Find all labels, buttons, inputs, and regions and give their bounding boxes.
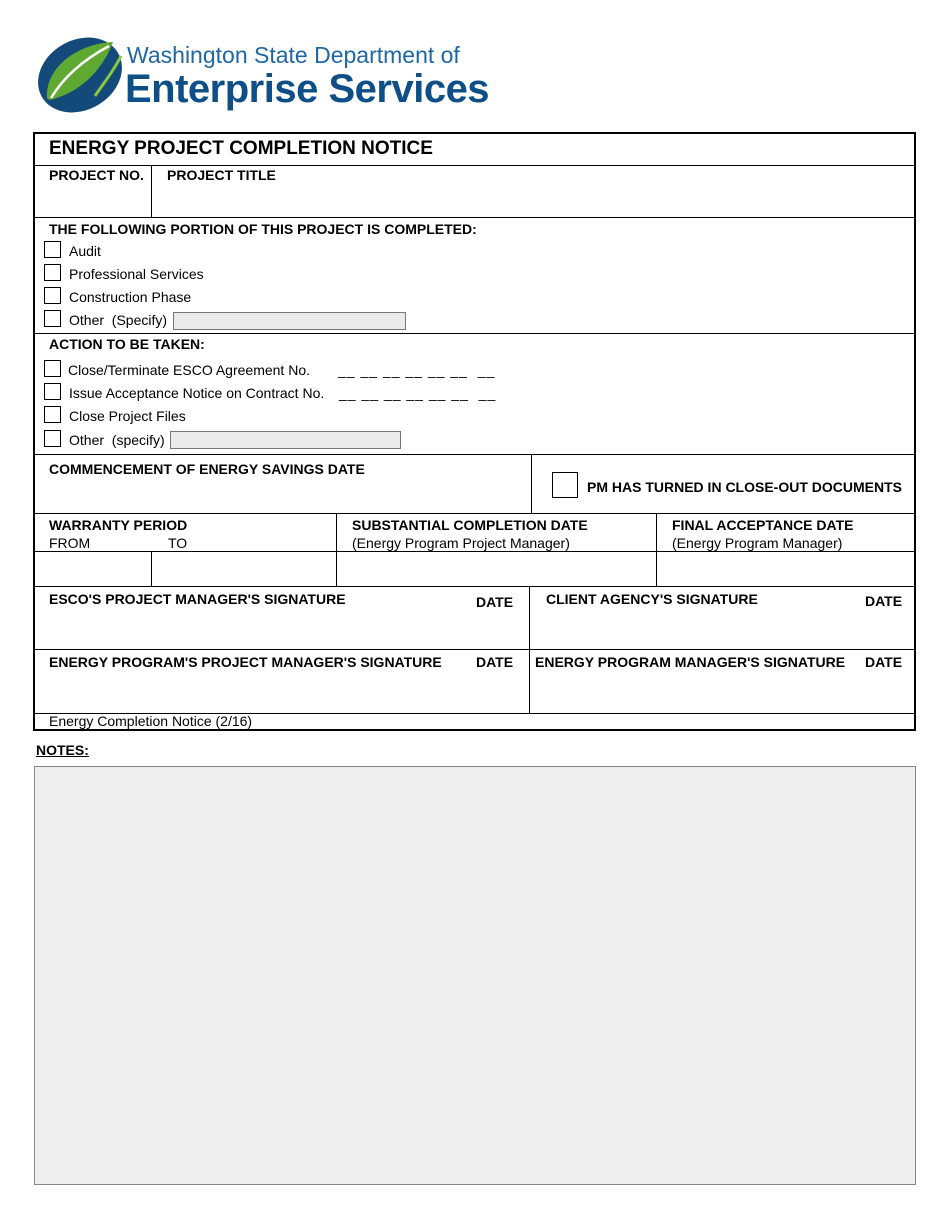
esco-date-label: DATE bbox=[476, 594, 514, 610]
org-line-1: Washington State Department of bbox=[127, 42, 460, 68]
to-label: TO bbox=[168, 535, 188, 551]
form-title: ENERGY PROJECT COMPLETION NOTICE bbox=[49, 138, 433, 159]
notes-label: NOTES: bbox=[36, 742, 89, 758]
project-no-field[interactable] bbox=[36, 184, 149, 216]
completed-heading: THE FOLLOWING PORTION OF THIS PROJECT IS COMPLETED: bbox=[49, 221, 477, 237]
contract-no-blank[interactable]: __ __ __ __ __ __ __ bbox=[339, 385, 497, 401]
warranty-from-field[interactable] bbox=[36, 553, 150, 585]
esco-signature-label: ESCO'S PROJECT MANAGER'S SIGNATURE bbox=[49, 591, 346, 607]
construction-phase-checkbox[interactable] bbox=[44, 287, 61, 304]
org-line-2: Enterprise Services bbox=[125, 67, 490, 111]
warranty-to-field[interactable] bbox=[153, 553, 335, 585]
audit-label: Audit bbox=[69, 243, 101, 259]
esco-signature-field[interactable] bbox=[36, 612, 528, 648]
issue-acceptance-checkbox[interactable] bbox=[44, 383, 61, 400]
final-acceptance-sub: (Energy Program Manager) bbox=[672, 535, 843, 551]
ep-project-manager-signature-field[interactable] bbox=[36, 674, 528, 711]
action-other-input[interactable] bbox=[170, 431, 401, 449]
close-terminate-checkbox[interactable] bbox=[44, 360, 61, 377]
commencement-label: COMMENCEMENT OF ENERGY SAVINGS DATE bbox=[49, 461, 365, 477]
warranty-label: WARRANTY PERIOD bbox=[49, 517, 188, 533]
issue-acceptance-label: Issue Acceptance Notice on Contract No. bbox=[69, 385, 325, 401]
construction-phase-label: Construction Phase bbox=[69, 289, 192, 305]
action-other-label: Other (specify) bbox=[69, 432, 165, 448]
client-signature-label: CLIENT AGENCY'S SIGNATURE bbox=[546, 591, 758, 607]
action-heading: ACTION TO BE TAKEN: bbox=[49, 336, 205, 352]
audit-checkbox[interactable] bbox=[44, 241, 61, 258]
close-project-files-checkbox[interactable] bbox=[44, 406, 61, 423]
professional-services-checkbox[interactable] bbox=[44, 264, 61, 281]
closeout-checkbox[interactable] bbox=[552, 472, 578, 498]
project-no-label: PROJECT NO. bbox=[49, 167, 144, 183]
ep-project-manager-date-label: DATE bbox=[476, 654, 514, 670]
leaf-logo-icon bbox=[35, 34, 125, 116]
agency-logo bbox=[35, 34, 495, 116]
completed-other-label: Other (Specify) bbox=[69, 312, 168, 328]
ep-manager-date-label: DATE bbox=[865, 654, 903, 670]
ep-project-manager-signature-label: ENERGY PROGRAM'S PROJECT MANAGER'S SIGNATURE bbox=[49, 654, 442, 670]
ep-manager-signature-field[interactable] bbox=[531, 674, 914, 711]
project-title-label: PROJECT TITLE bbox=[167, 167, 276, 183]
substantial-date-field[interactable] bbox=[338, 553, 655, 585]
action-other-checkbox[interactable] bbox=[44, 430, 61, 447]
completed-other-input[interactable] bbox=[173, 312, 406, 330]
substantial-label: SUBSTANTIAL COMPLETION DATE bbox=[352, 517, 588, 533]
client-date-label: DATE bbox=[865, 593, 903, 609]
professional-services-label: Professional Services bbox=[69, 266, 204, 282]
form-footer: Energy Completion Notice (2/16) bbox=[49, 713, 253, 729]
final-acceptance-date-field[interactable] bbox=[658, 553, 914, 585]
project-title-field[interactable] bbox=[154, 184, 914, 216]
client-signature-field[interactable] bbox=[531, 612, 914, 648]
substantial-sub: (Energy Program Project Manager) bbox=[352, 535, 570, 551]
close-project-files-label: Close Project Files bbox=[69, 408, 186, 424]
final-acceptance-label: FINAL ACCEPTANCE DATE bbox=[672, 517, 854, 533]
agreement-no-blank[interactable]: __ __ __ __ __ __ __ bbox=[338, 362, 496, 378]
notes-textarea[interactable] bbox=[34, 766, 916, 1185]
commencement-date-field[interactable] bbox=[36, 480, 530, 512]
ep-manager-signature-label: ENERGY PROGRAM MANAGER'S SIGNATURE bbox=[535, 654, 846, 670]
closeout-label: PM HAS TURNED IN CLOSE-OUT DOCUMENTS bbox=[587, 479, 902, 495]
close-terminate-label: Close/Terminate ESCO Agreement No. bbox=[68, 362, 310, 378]
completed-other-checkbox[interactable] bbox=[44, 310, 61, 327]
from-label: FROM bbox=[49, 535, 91, 551]
